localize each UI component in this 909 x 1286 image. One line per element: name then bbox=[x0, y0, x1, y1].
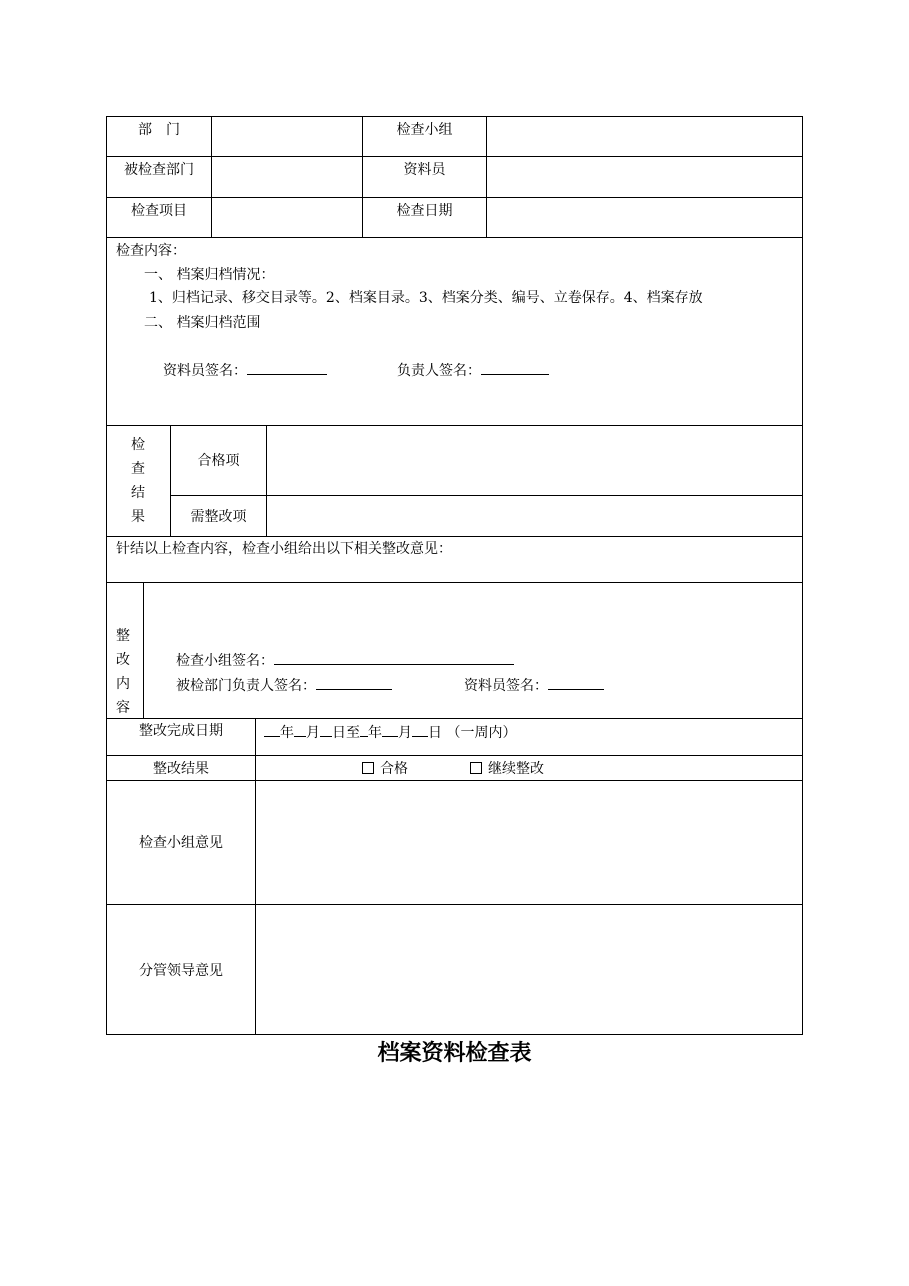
result-char-3: 结 bbox=[131, 485, 145, 501]
date-label: 检查日期 bbox=[396, 203, 453, 219]
content-leader-sign bbox=[397, 360, 549, 380]
result-char-4: 果 bbox=[131, 509, 145, 525]
form-title: 档案资料检查表 bbox=[377, 1041, 532, 1066]
inspected-dept-label: 被检查部门 bbox=[124, 162, 194, 178]
result-char-2: 查 bbox=[131, 461, 145, 477]
dept-value-cell[interactable] bbox=[212, 117, 362, 156]
clerk-signature-line[interactable] bbox=[247, 360, 327, 375]
item-label: 检查项目 bbox=[131, 203, 187, 219]
content-section-1-detail: 1、归档记录、移交目录等。2、档案目录。3、档案分类、编号、立卷保存。4、档案存放 bbox=[149, 290, 703, 306]
rectify-clerk-sign-label: 资料员签名： bbox=[464, 678, 548, 694]
dept-head-signature-line[interactable] bbox=[316, 675, 392, 690]
rectify-clerk-sign bbox=[464, 675, 604, 695]
clerk-value-cell[interactable] bbox=[487, 157, 802, 197]
team-sign bbox=[176, 650, 514, 670]
rectify-char-3: 内 bbox=[116, 676, 130, 692]
fix-items-cell[interactable] bbox=[267, 496, 802, 536]
team-value-cell[interactable] bbox=[487, 117, 802, 156]
team-opinion-cell[interactable] bbox=[256, 781, 802, 904]
team-sign-label: 检查小组签名： bbox=[176, 653, 274, 669]
content-clerk-sign bbox=[163, 360, 327, 380]
leader-opinion-cell[interactable] bbox=[256, 905, 802, 1034]
content-section-2: 二、 档案归档范围 bbox=[144, 315, 261, 331]
rectify-char-1: 整 bbox=[116, 628, 130, 644]
rectify-result-label: 整改结果 bbox=[153, 761, 209, 777]
option-pass[interactable] bbox=[362, 760, 408, 778]
leader-opinion-label: 分管领导意见 bbox=[139, 963, 223, 979]
rectify-char-2: 改 bbox=[116, 652, 130, 668]
fix-items-label: 需整改项 bbox=[190, 509, 247, 525]
content-heading: 检查内容： bbox=[116, 243, 186, 259]
team-signature-line[interactable] bbox=[274, 650, 514, 665]
dept-head-sign-label: 被检部门负责人签名： bbox=[176, 678, 316, 694]
continue-checkbox[interactable] bbox=[470, 762, 482, 774]
completion-date[interactable]: 年 月 日至 年 月 日 （一周内） bbox=[264, 722, 516, 742]
rectify-char-4: 容 bbox=[116, 700, 130, 716]
completion-label: 整改完成日期 bbox=[139, 723, 223, 739]
pass-items-label: 合格项 bbox=[197, 453, 240, 469]
option-pass-label: 合格 bbox=[380, 761, 408, 777]
team-label: 检查小组 bbox=[396, 122, 453, 138]
option-continue[interactable] bbox=[470, 760, 544, 778]
result-char-1: 检 bbox=[131, 437, 145, 453]
inspected-dept-value-cell[interactable] bbox=[212, 157, 362, 197]
content-section-1: 一、 档案归档情况： bbox=[144, 267, 275, 283]
item-value-cell[interactable] bbox=[212, 198, 362, 237]
date-value-cell[interactable] bbox=[487, 198, 802, 237]
team-opinion-label: 检查小组意见 bbox=[139, 835, 223, 851]
pass-checkbox[interactable] bbox=[362, 762, 374, 774]
leader-signature-line[interactable] bbox=[481, 360, 549, 375]
dept-head-sign bbox=[176, 675, 392, 695]
option-continue-label: 继续整改 bbox=[488, 761, 544, 777]
content-clerk-sign-label: 资料员签名： bbox=[163, 363, 247, 379]
content-leader-sign-label: 负责人签名： bbox=[397, 363, 481, 379]
advice-line: 针结以上检查内容，检查小组给出以下相关整改意见： bbox=[116, 541, 452, 557]
pass-items-cell[interactable] bbox=[267, 426, 802, 495]
rectify-clerk-signature-line[interactable] bbox=[548, 675, 604, 690]
clerk-label: 资料员 bbox=[403, 162, 446, 178]
dept-label: 部 门 bbox=[138, 122, 180, 138]
